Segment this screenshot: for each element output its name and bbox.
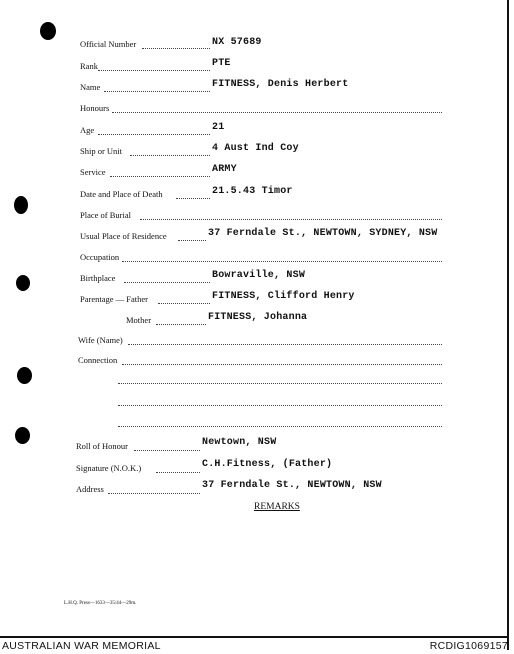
mother-label: Mother xyxy=(126,315,152,325)
punch-hole xyxy=(16,275,30,291)
page-edge-line xyxy=(507,0,509,650)
roll-of-honour-value: Newtown, NSW xyxy=(202,437,277,448)
residence-value: 37 Ferndale St., NEWTOWN, SYDNEY, NSW xyxy=(208,228,438,239)
roll-of-honour-label: Roll of Honour xyxy=(76,441,128,451)
signature-value: C.H.Fitness, (Father) xyxy=(202,459,333,470)
name-label: Name xyxy=(80,82,101,92)
residence-label: Usual Place of Residence xyxy=(80,231,167,241)
wife-label: Wife (Name) xyxy=(78,335,123,345)
punch-hole xyxy=(14,196,28,214)
printer-note: L.H.Q. Press—1633—35/44—29m. xyxy=(64,601,137,606)
birthplace-label: Birthplace xyxy=(80,273,116,283)
mother-value: FITNESS, Johanna xyxy=(208,312,308,323)
signature-label: Signature (N.O.K.) xyxy=(76,463,142,473)
birthplace-value: Bowraville, NSW xyxy=(212,270,306,281)
burial-label: Place of Burial xyxy=(80,210,131,220)
connection-line xyxy=(118,405,442,406)
father-label: Parentage — Father xyxy=(80,294,148,304)
age-value: 21 xyxy=(212,122,225,133)
name-value: FITNESS, Denis Herbert xyxy=(212,79,349,90)
father-value: FITNESS, Clifford Henry xyxy=(212,291,355,302)
rank-label: Rank xyxy=(80,61,98,71)
death-value: 21.5.43 Timor xyxy=(212,186,293,197)
connection-label: Connection xyxy=(78,355,118,365)
punch-hole xyxy=(17,367,32,384)
occupation-label: Occupation xyxy=(80,252,120,262)
connection-line xyxy=(118,426,442,427)
address-value: 37 Ferndale St., NEWTOWN, NSW xyxy=(202,480,382,491)
connection-line xyxy=(118,383,442,384)
death-label: Date and Place of Death xyxy=(80,189,163,199)
official-number-label: Official Number xyxy=(80,39,137,49)
official-number-value: NX 57689 xyxy=(212,37,262,48)
age-label: Age xyxy=(80,125,95,135)
honours-label: Honours xyxy=(80,103,110,113)
service-value: ARMY xyxy=(212,164,237,175)
footer-divider xyxy=(0,636,508,638)
service-label: Service xyxy=(80,167,106,177)
footer-record-id: RCDIG1069157 xyxy=(429,640,508,652)
remarks-heading: REMARKS xyxy=(254,502,300,512)
footer-institution: AUSTRALIAN WAR MEMORIAL xyxy=(2,640,161,652)
rank-value: PTE xyxy=(212,58,231,69)
punch-hole xyxy=(15,427,30,444)
ship-unit-label: Ship or Unit xyxy=(80,146,123,156)
address-label: Address xyxy=(76,484,104,494)
punch-hole xyxy=(40,22,56,40)
ship-unit-value: 4 Aust Ind Coy xyxy=(212,143,299,154)
